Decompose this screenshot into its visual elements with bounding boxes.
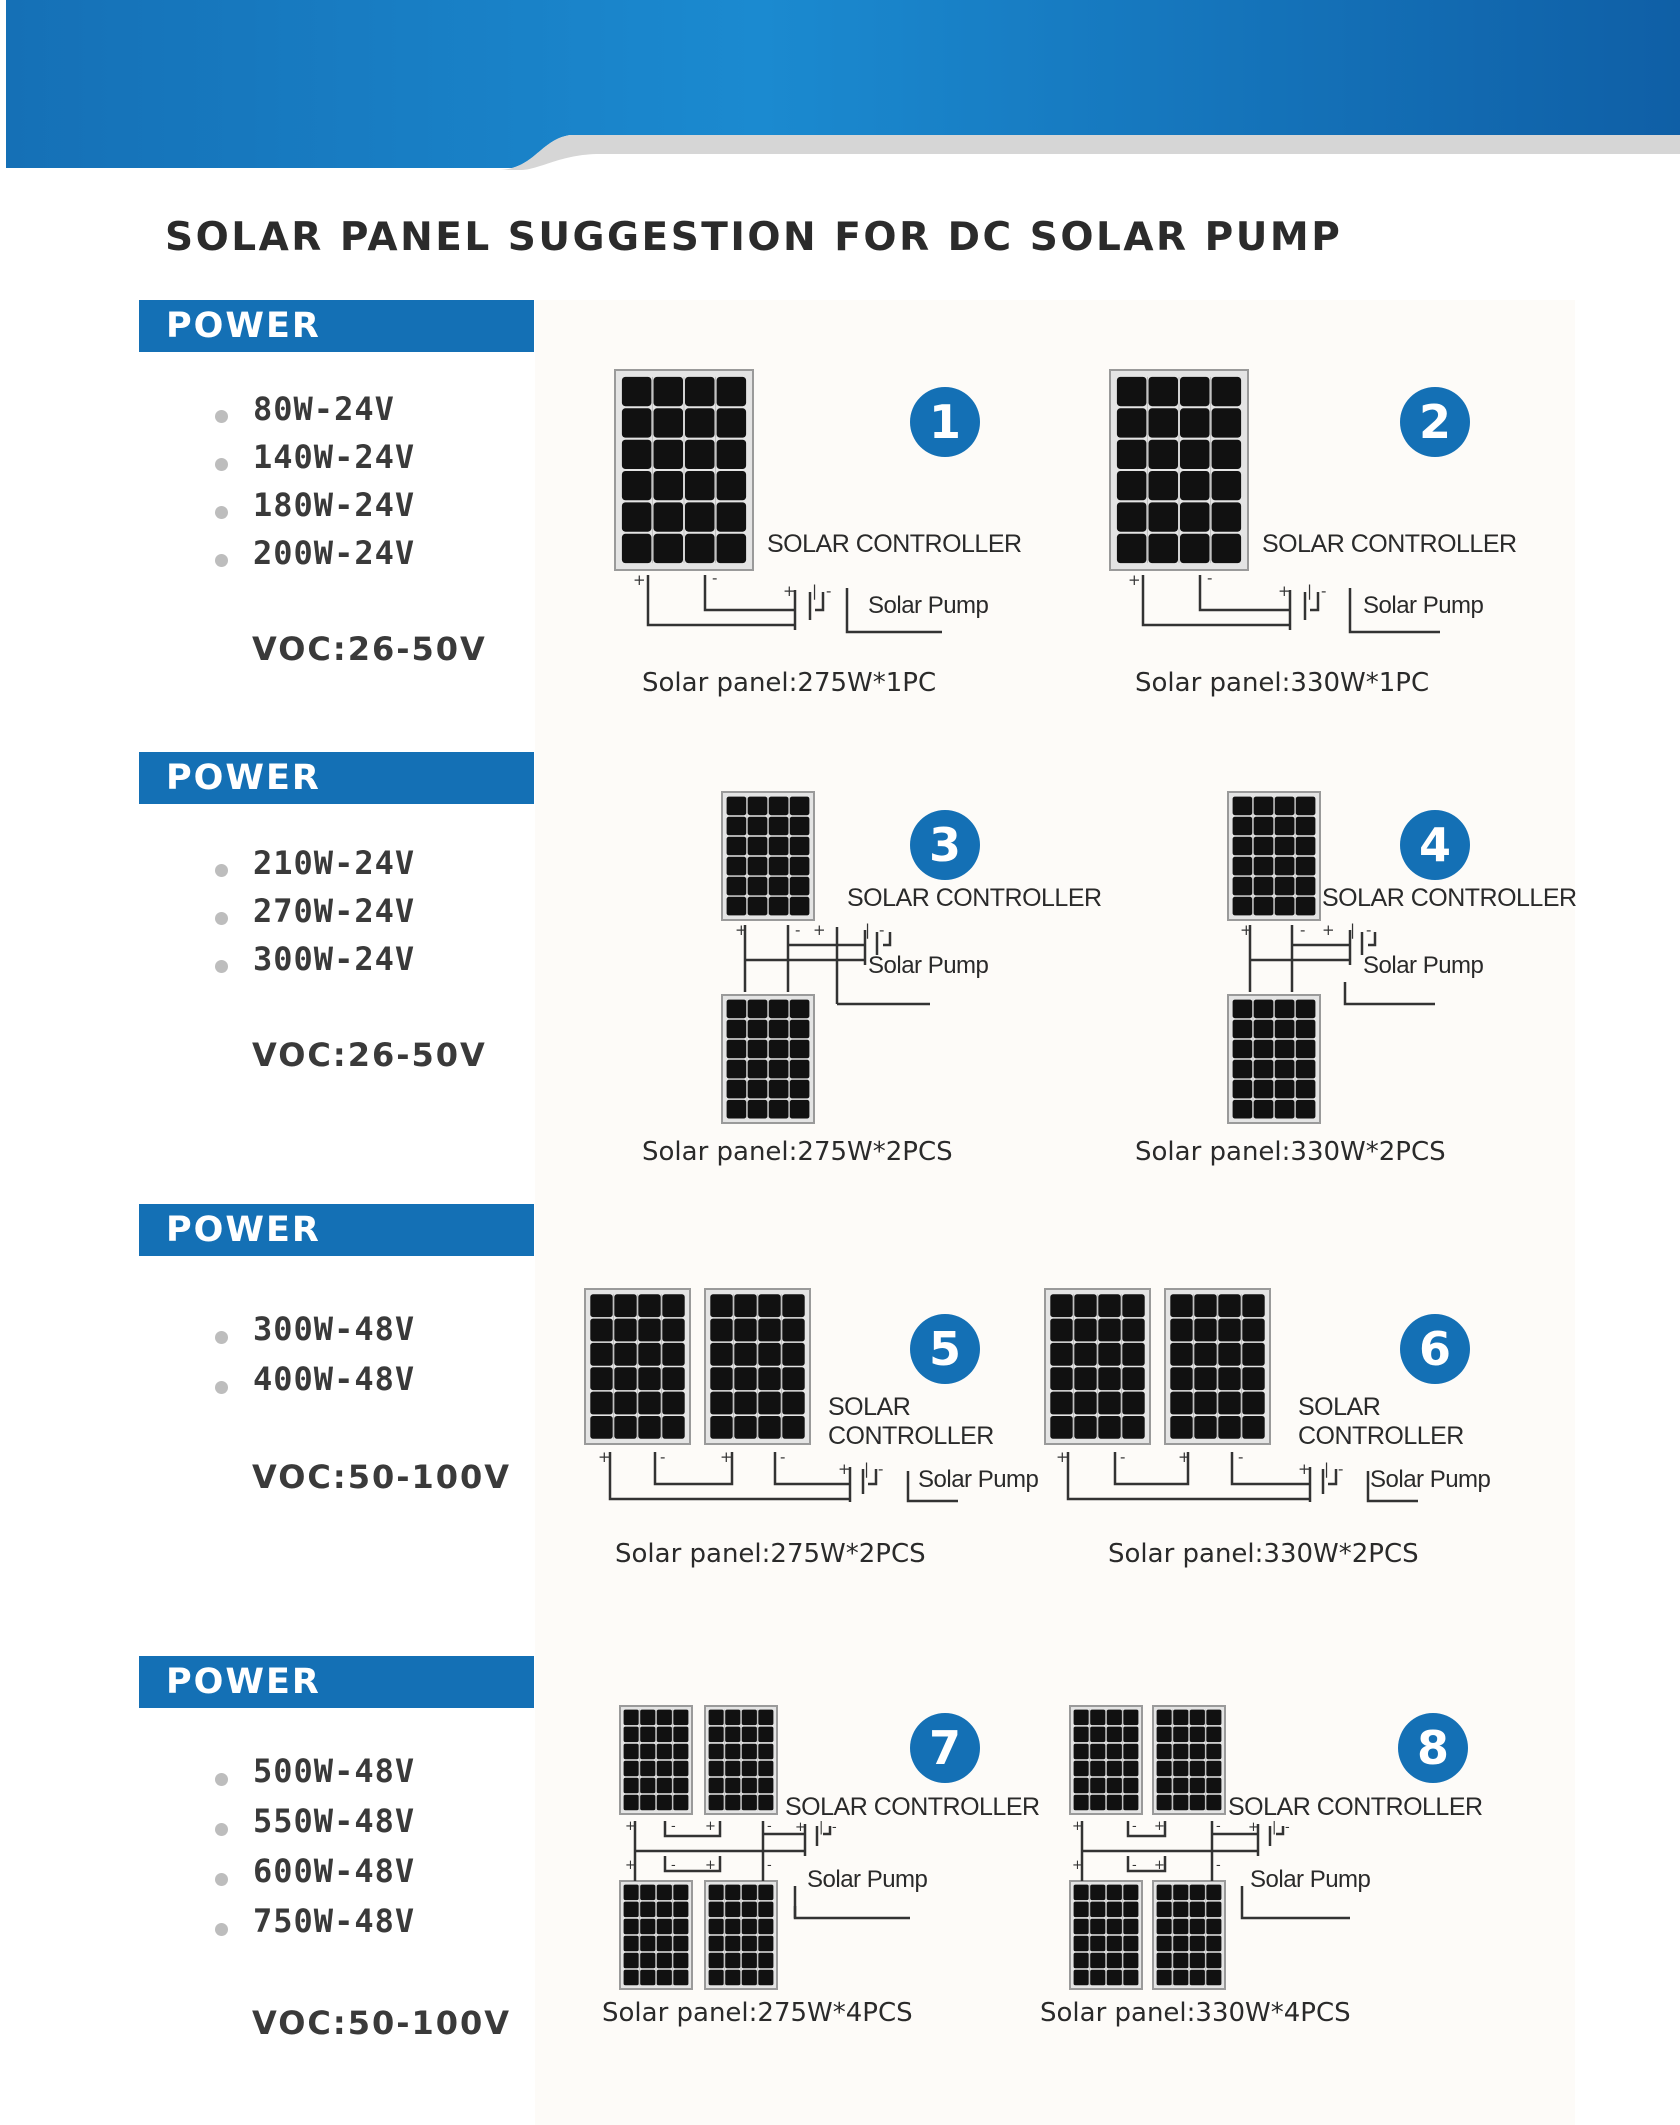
wiring-diagram-8 — [1040, 1706, 1510, 2096]
svg-text:-: - — [879, 921, 885, 939]
power-section-3 — [0, 1204, 1680, 1644]
page-title: SOLAR PANEL SUGGESTION FOR DC SOLAR PUMP — [165, 215, 1343, 260]
svg-text:-: - — [671, 1819, 676, 1834]
controller-label: SOLAR CONTROLLER — [785, 1793, 1040, 1821]
panel-caption: Solar panel:330W*1PC — [1135, 668, 1430, 698]
power-list — [215, 1752, 415, 1952]
svg-text:|: | — [864, 1460, 870, 1478]
bullet-icon — [215, 960, 228, 973]
svg-text:-: - — [795, 921, 801, 939]
panel-caption: Solar panel:275W*2PCS — [642, 1137, 953, 1167]
bullet-icon — [215, 864, 228, 877]
svg-text:-: - — [1366, 921, 1372, 939]
power-label: POWER — [139, 752, 534, 804]
pump-label: Solar Pump — [918, 1466, 1039, 1493]
power-item: 140W-24V — [215, 438, 415, 486]
power-label: POWER — [139, 300, 534, 352]
svg-text:+: + — [720, 1448, 733, 1466]
controller-label-line2: CONTROLLER — [1298, 1422, 1464, 1450]
controller-label: SOLAR CONTROLLER — [1262, 530, 1517, 558]
solar-panel-icon — [585, 1289, 690, 1444]
svg-text:-: - — [1300, 921, 1306, 939]
controller-label — [1298, 1393, 1464, 1451]
power-list — [215, 844, 415, 988]
svg-text:+: + — [1322, 921, 1335, 939]
power-section-1 — [0, 300, 1680, 740]
wiring-diagram-3 — [615, 792, 1102, 1182]
svg-text:+: + — [795, 1820, 806, 1835]
solar-panel-icon — [1070, 1706, 1142, 1814]
panel-caption: Solar panel:330W*2PCS — [1108, 1539, 1419, 1569]
svg-text:+: + — [783, 582, 796, 600]
solar-panel-icon — [1110, 370, 1248, 570]
diagram-number-badge: 4 — [1400, 810, 1470, 880]
voc-label: VOC:50-100V — [252, 1458, 512, 1496]
svg-text:-: - — [671, 1858, 676, 1873]
svg-text:-: - — [1216, 1858, 1221, 1873]
svg-text:+: + — [1128, 571, 1141, 589]
power-section-2 — [0, 752, 1680, 1192]
solar-panel-icon — [1153, 1706, 1225, 1814]
power-item: 500W-48V — [215, 1752, 415, 1802]
solar-panel-icon — [615, 370, 753, 570]
wiring-svg — [595, 1706, 1055, 2096]
power-label: POWER — [139, 1656, 534, 1708]
svg-text:+: + — [1240, 921, 1253, 939]
wiring-diagram-6 — [1040, 1289, 1540, 1589]
svg-text:-: - — [1321, 582, 1327, 600]
bullet-icon — [215, 1823, 228, 1836]
voc-label: VOC:50-100V — [252, 2004, 512, 2042]
diagram-number-badge: 3 — [910, 810, 980, 880]
pump-label: Solar Pump — [1370, 1466, 1491, 1493]
power-item: 210W-24V — [215, 844, 415, 892]
bullet-icon — [215, 912, 228, 925]
solar-panel-icon — [705, 1289, 810, 1444]
svg-text:+: + — [838, 1460, 851, 1478]
wiring-diagram-1 — [615, 370, 1035, 710]
controller-label-line1: SOLAR — [828, 1393, 911, 1421]
controller-label-line2: CONTROLLER — [828, 1422, 994, 1450]
power-item: 180W-24V — [215, 486, 415, 534]
controller-label: SOLAR CONTROLLER — [1228, 1793, 1483, 1821]
power-item: 600W-48V — [215, 1852, 415, 1902]
svg-text:-: - — [826, 582, 832, 600]
solar-panel-icon — [722, 995, 814, 1123]
bullet-icon — [215, 1773, 228, 1786]
diagram-number-badge: 1 — [910, 387, 980, 457]
svg-text:-: - — [1132, 1819, 1137, 1834]
pump-label: Solar Pump — [1250, 1866, 1371, 1893]
svg-text:+: + — [1072, 1819, 1083, 1834]
svg-text:-: - — [1207, 569, 1213, 587]
solar-panel-icon — [1153, 1881, 1225, 1989]
header-banner — [0, 0, 1680, 170]
wiring-svg — [615, 792, 1095, 1182]
wiring-diagram-5 — [580, 1289, 1050, 1589]
svg-text:+: + — [705, 1819, 716, 1834]
svg-text:+: + — [735, 921, 748, 939]
pump-label: Solar Pump — [868, 952, 989, 979]
svg-text:+: + — [625, 1858, 636, 1873]
power-label: POWER — [139, 1204, 534, 1256]
panel-caption: Solar panel:275W*4PCS — [602, 1998, 913, 2028]
power-list — [215, 1310, 415, 1410]
svg-text:|: | — [819, 1820, 824, 1835]
solar-panel-icon — [705, 1881, 777, 1989]
power-section-4 — [0, 1656, 1680, 2125]
svg-text:-: - — [780, 1448, 786, 1466]
power-item: 300W-48V — [215, 1310, 415, 1360]
power-item: 550W-48V — [215, 1802, 415, 1852]
panel-caption: Solar panel:330W*4PCS — [1040, 1998, 1351, 2028]
wiring-diagram-7 — [595, 1706, 1055, 2096]
controller-label: SOLAR CONTROLLER — [847, 884, 1102, 912]
svg-text:+: + — [598, 1448, 611, 1466]
panel-caption: Solar panel:275W*1PC — [642, 668, 937, 698]
diagram-number-badge: 7 — [910, 1713, 980, 1783]
svg-text:-: - — [1238, 1448, 1244, 1466]
power-item: 80W-24V — [215, 390, 415, 438]
svg-text:-: - — [832, 1820, 837, 1835]
svg-text:+: + — [705, 1858, 716, 1873]
svg-text:|: | — [1350, 921, 1356, 939]
solar-panel-icon — [1070, 1881, 1142, 1989]
svg-text:+: + — [1178, 1448, 1191, 1466]
svg-text:+: + — [633, 571, 646, 589]
svg-text:+: + — [1298, 1460, 1311, 1478]
svg-text:-: - — [712, 569, 718, 587]
solar-panel-icon — [705, 1706, 777, 1814]
svg-text:-: - — [660, 1448, 666, 1466]
svg-text:-: - — [767, 1819, 772, 1834]
solar-panel-icon — [1165, 1289, 1270, 1444]
solar-panel-icon — [1228, 995, 1320, 1123]
svg-text:-: - — [1338, 1460, 1344, 1478]
svg-text:|: | — [812, 582, 818, 600]
bullet-icon — [215, 506, 228, 519]
controller-label — [828, 1393, 994, 1451]
bullet-icon — [215, 1873, 228, 1886]
svg-text:|: | — [865, 921, 871, 939]
power-item: 270W-24V — [215, 892, 415, 940]
svg-text:+: + — [813, 921, 826, 939]
svg-text:+: + — [625, 1819, 636, 1834]
svg-text:-: - — [1120, 1448, 1126, 1466]
bullet-icon — [215, 554, 228, 567]
power-item: 200W-24V — [215, 534, 415, 582]
power-list — [215, 390, 415, 582]
voc-label: VOC:26-50V — [252, 1036, 487, 1074]
panel-caption: Solar panel:330W*2PCS — [1135, 1137, 1446, 1167]
controller-label: SOLAR CONTROLLER — [1322, 884, 1577, 912]
pump-label: Solar Pump — [807, 1866, 928, 1893]
solar-panel-icon — [1045, 1289, 1150, 1444]
solar-panel-icon — [620, 1881, 692, 1989]
svg-text:|: | — [1307, 582, 1313, 600]
voc-label: VOC:26-50V — [252, 630, 487, 668]
svg-text:-: - — [1216, 1819, 1221, 1834]
svg-text:-: - — [1132, 1858, 1137, 1873]
panel-caption: Solar panel:275W*2PCS — [615, 1539, 926, 1569]
bullet-icon — [215, 458, 228, 471]
svg-text:+: + — [1248, 1820, 1259, 1835]
pump-label: Solar Pump — [1363, 592, 1484, 619]
svg-text:+: + — [1056, 1448, 1069, 1466]
power-item: 400W-48V — [215, 1360, 415, 1410]
svg-text:+: + — [1154, 1858, 1165, 1873]
solar-panel-icon — [1228, 792, 1320, 920]
diagram-number-badge: 2 — [1400, 387, 1470, 457]
bullet-icon — [215, 1923, 228, 1936]
diagram-number-badge: 6 — [1400, 1314, 1470, 1384]
svg-text:+: + — [1072, 1858, 1083, 1873]
bullet-icon — [215, 1331, 228, 1344]
power-item: 300W-24V — [215, 940, 415, 988]
diagram-number-badge: 5 — [910, 1314, 980, 1384]
svg-text:-: - — [878, 1460, 884, 1478]
controller-label: SOLAR CONTROLLER — [767, 530, 1022, 558]
diagram-number-badge: 8 — [1398, 1713, 1468, 1783]
svg-text:+: + — [1278, 582, 1291, 600]
svg-text:+: + — [1154, 1819, 1165, 1834]
svg-text:-: - — [1285, 1820, 1290, 1835]
pump-label: Solar Pump — [1363, 952, 1484, 979]
controller-label-line1: SOLAR — [1298, 1393, 1381, 1421]
solar-panel-icon — [722, 792, 814, 920]
wiring-svg — [1110, 792, 1570, 1182]
wiring-diagram-2 — [1110, 370, 1530, 710]
bullet-icon — [215, 1381, 228, 1394]
solar-panel-icon — [620, 1706, 692, 1814]
wiring-diagram-4 — [1110, 792, 1577, 1182]
svg-text:|: | — [1324, 1460, 1330, 1478]
power-item: 750W-48V — [215, 1902, 415, 1952]
svg-text:-: - — [767, 1858, 772, 1873]
pump-label: Solar Pump — [868, 592, 989, 619]
bullet-icon — [215, 410, 228, 423]
svg-text:|: | — [1272, 1820, 1277, 1835]
